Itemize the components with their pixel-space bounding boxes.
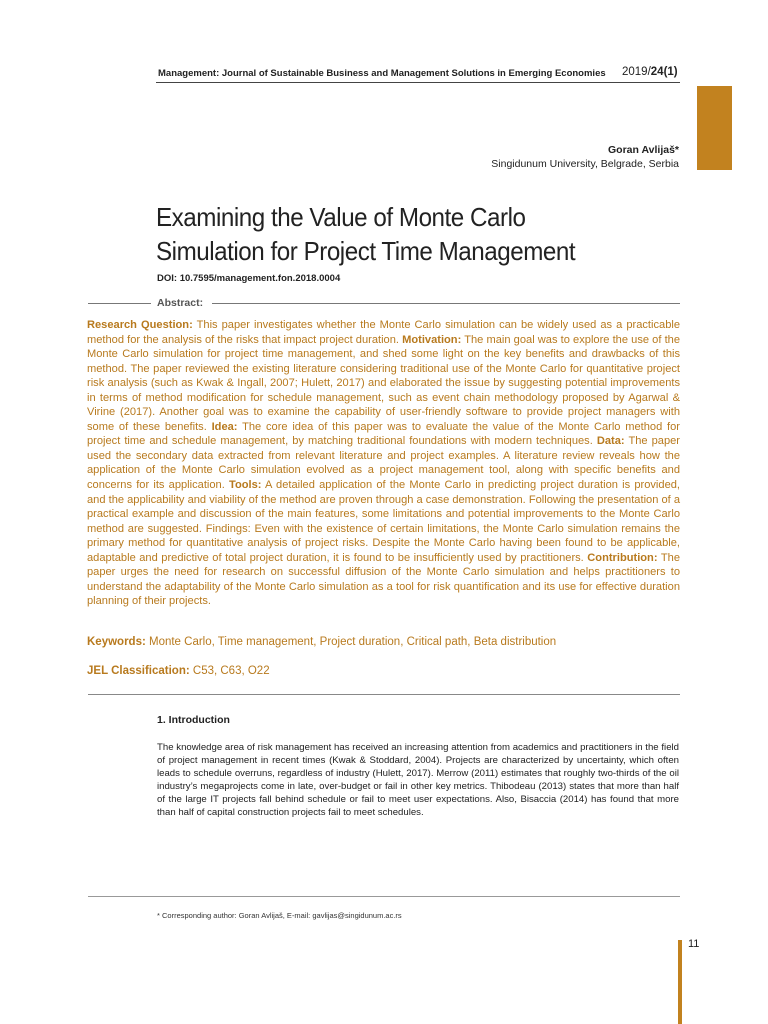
abstract-part-label: Tools: [229,479,262,492]
abstract-part-text: The paper urges the need for research on successful diffusion of the Monte Carlo simulation and helps practitioners to understand the adaptability of the Monte Carlo simulation as a tool for risk quantification and its use for effective duration planning of their projects. [87,551,680,608]
abstract-part-label: Contribution: [587,551,658,564]
jel-label: JEL Classification: [87,665,190,677]
section-divider [88,694,680,695]
abstract-part-label: Idea: [211,420,238,433]
abstract-part-text: The main goal was to explore the use of the Monte Carlo simulation for project time management, and shed some light on the key benefits and drawbacks of this method. The paper reviewed the existing literature considering traditional use of the Monte Carlo for quantitative project risk analysis (such as Kwak & Ingall, 2007; Hulett, 2017) and elaborated the issue by suggesting potential improvements in terms of method modification for schedule management, such as event chain methodology proposed by Agarwal & Virine (2017). Another goal was to examine the capability of user-friendly software to provide project managers with some of these benefits. [87,333,680,433]
keywords-text: Monte Carlo, Time management, Project duration, Critical path, Beta distribution [145,636,557,648]
keywords-label: Keywords: [87,636,146,648]
abstract-part-text: The paper used the secondary data extracted from relevant literature and project examples. A literature review reveals how the application of the Monte Carlo simulation evolved as a project management tool, along with specific benefits and concerns for its application. [87,435,680,492]
issue-volume: 24(1) [650,66,678,78]
author-affiliation: Singidunum University, Belgrade, Serbia [491,158,679,170]
doi-link[interactable]: DOI: 10.7595/management.fon.2018.0004 [157,273,341,284]
abstract-part-label: Data: [596,435,625,448]
abstract-rule-right [212,303,680,304]
paper-title: Examining the Value of Monte Carlo Simulation for Project Time Management [156,202,576,266]
abstract-body [87,318,680,609]
jel-text: C53, C63, O22 [189,665,270,677]
journal-name: Management: Journal of Sustainable Business and Management Solutions in Emerging Economies [158,68,606,79]
abstract-label: Abstract: [157,297,204,309]
abstract-part-label: Motivation: [402,333,462,346]
keywords-line [87,636,680,648]
intro-paragraph: The knowledge area of risk management has received an increasing attention from academics and practitioners in the field of project management in recent times (Kwak & Stoddard, 2004). Projects are characterized by uncertainty, which often leads to schedule overruns, regardless of industry (Hulett, 2017). Merrow (2011) estimates that roughly two-thirds of the oil industry’s megaprojects come in late, over-budget or fail in other key metrics. Thibodeau (2013) states that more than half of the large IT projects fall behind schedule or fail to meet user expectations. Also, Bisaccia (2014) has found that more than half of capital construction projects fail to meet schedules. [157,742,679,818]
issue-year: 2019/ [622,66,651,78]
abstract-part-text: The core idea of this paper was to evaluate the value of the Monte Carlo method for project time and schedule management, by matching traditional foundations with modern techniques. [87,420,680,448]
side-color-tab [697,86,732,170]
issue-label [622,66,678,78]
footnote: * Corresponding author: Goran Avlijaš, E-mail: gavlijas@singidunum.ac.rs [157,911,402,920]
section-heading: 1. Introduction [157,714,230,726]
page-number-bar [678,940,682,1024]
abstract-rule-left [88,303,151,304]
abstract-part-text: This paper investigates whether the Monte Carlo simulation can be widely used as a practicable method for the analysis of the risks that impact project duration. [87,319,680,346]
jel-line [87,665,680,677]
header-divider [156,82,680,83]
author-name: Goran Avlijaš* [608,144,679,156]
page-number: 11 [688,938,700,950]
footnote-divider [88,896,680,897]
abstract-part-text: A detailed application of the Monte Carlo in predicting project duration is provided, and the applicability and viability of the method are proven through a case demonstration. Following the presentation of a practical example and discussion of the main features, some limitations and potential improvements to the Monte Carlo method are suggested. Findings: Even with the existence of certain limitations, the Monte Carlo simulation remains the primary method for quantitative analysis of project risks. Despite the Monte Carlo having been found to be applicable, adaptable and predictive of total project duration, it is found to be insufficiently used by practitioners. [87,479,680,564]
abstract-part-label: Research Question: [87,319,193,331]
